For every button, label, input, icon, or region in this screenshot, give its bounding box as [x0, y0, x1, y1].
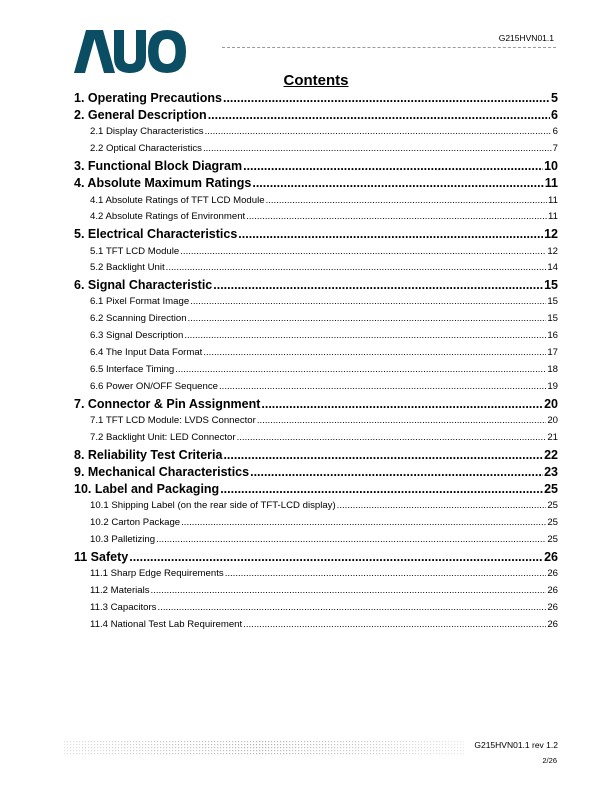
- toc-entry-page: 12: [544, 227, 558, 242]
- toc-leader-dots: [184, 328, 546, 345]
- toc-entry-label: 3. Functional Block Diagram: [74, 159, 243, 174]
- toc-section-entry[interactable]: [74, 600, 558, 617]
- toc-leader-dots: [243, 158, 543, 175]
- toc-entry-label: 11.3 Capacitors: [90, 601, 157, 613]
- toc-entry-page: 25: [547, 500, 558, 512]
- toc-entry-label: 6. Signal Characteristic: [74, 278, 213, 293]
- table-of-contents: [74, 90, 558, 634]
- toc-entry-page: 15: [547, 296, 558, 308]
- logo-letter-o: [148, 30, 186, 73]
- toc-section-entry[interactable]: [74, 260, 558, 277]
- toc-section-entry[interactable]: [74, 413, 558, 430]
- toc-entry-label: 7.2 Backlight Unit: LED Connector: [90, 431, 236, 443]
- toc-leader-dots: [261, 396, 543, 413]
- toc-leader-dots: [213, 277, 543, 294]
- toc-entry-page: 26: [547, 601, 558, 613]
- toc-chapter-entry[interactable]: [74, 90, 558, 107]
- auo-logo: [72, 30, 186, 73]
- toc-section-entry[interactable]: [74, 617, 558, 634]
- toc-entry-page: 14: [547, 262, 558, 274]
- toc-leader-dots: [156, 532, 546, 549]
- toc-leader-dots: [188, 311, 547, 328]
- toc-entry-page: 22: [544, 447, 558, 462]
- toc-entry-label: 10. Label and Packaging: [74, 482, 220, 497]
- toc-entry-label: 6.6 Power ON/OFF Sequence: [90, 380, 218, 392]
- toc-leader-dots: [252, 175, 543, 192]
- toc-chapter-entry[interactable]: [74, 175, 558, 192]
- toc-leader-dots: [205, 124, 552, 141]
- toc-entry-label: 2.1 Display Characteristics: [90, 126, 204, 138]
- toc-section-entry[interactable]: [74, 345, 558, 362]
- toc-chapter-entry[interactable]: [74, 396, 558, 413]
- toc-entry-page: 19: [547, 380, 558, 392]
- page-title: Contents: [283, 72, 349, 89]
- toc-section-entry[interactable]: [74, 498, 558, 515]
- toc-entry-page: 7: [552, 143, 558, 155]
- toc-chapter-entry[interactable]: [74, 226, 558, 243]
- toc-leader-dots: [237, 430, 547, 447]
- toc-section-entry[interactable]: [74, 430, 558, 447]
- toc-entry-page: 15: [547, 313, 558, 325]
- toc-entry-page: 15: [544, 278, 558, 293]
- header-divider: [222, 47, 556, 48]
- toc-leader-dots: [208, 107, 550, 124]
- logo-letter-u: [114, 30, 146, 73]
- toc-leader-dots: [250, 464, 543, 481]
- toc-leader-dots: [223, 447, 543, 464]
- toc-section-entry[interactable]: [74, 311, 558, 328]
- toc-chapter-entry[interactable]: [74, 464, 558, 481]
- toc-chapter-entry[interactable]: [74, 481, 558, 498]
- toc-entry-label: 6.2 Scanning Direction: [90, 313, 187, 325]
- toc-entry-label: 5. Electrical Characteristics: [74, 227, 238, 242]
- toc-leader-dots: [219, 379, 546, 396]
- toc-section-entry[interactable]: [74, 209, 558, 226]
- toc-entry-page: 6: [551, 108, 558, 123]
- toc-chapter-entry[interactable]: [74, 107, 558, 124]
- toc-leader-dots: [157, 600, 546, 617]
- toc-entry-page: 17: [547, 347, 558, 359]
- toc-leader-dots: [180, 244, 546, 261]
- toc-entry-label: 10.3 Palletizing: [90, 534, 156, 546]
- toc-section-entry[interactable]: [74, 362, 558, 379]
- toc-entry-page: 12: [547, 245, 558, 257]
- toc-entry-label: 11.1 Sharp Edge Requirements: [90, 568, 224, 580]
- toc-entry-page: 26: [547, 618, 558, 630]
- toc-entry-page: 26: [547, 568, 558, 580]
- toc-section-entry[interactable]: [74, 193, 558, 210]
- toc-entry-page: 20: [547, 415, 558, 426]
- toc-leader-dots: [129, 549, 543, 566]
- toc-section-entry[interactable]: [74, 124, 558, 141]
- toc-chapter-entry[interactable]: [74, 549, 558, 566]
- toc-entry-page: 25: [547, 517, 558, 529]
- footer-page-number: 2/26: [542, 756, 557, 765]
- logo-letter-a: [74, 30, 115, 73]
- toc-section-entry[interactable]: [74, 583, 558, 600]
- toc-entry-page: 11: [548, 211, 558, 223]
- toc-entry-label: 5.2 Backlight Unit: [90, 262, 165, 274]
- toc-entry-label: 10.1 Shipping Label (on the rear side of TFT-LCD display): [90, 500, 336, 512]
- toc-section-entry[interactable]: [74, 532, 558, 549]
- toc-entry-page: 5: [551, 91, 558, 105]
- toc-entry-label: 11.2 Materials: [90, 585, 150, 597]
- toc-entry-label: 4. Absolute Maximum Ratings: [74, 176, 252, 191]
- toc-entry-label: 6.5 Interface Timing: [90, 364, 175, 376]
- toc-leader-dots: [337, 498, 547, 515]
- toc-entry-label: 9. Mechanical Characteristics: [74, 464, 250, 479]
- toc-entry-label: 6.4 The Input Data Format: [90, 347, 203, 359]
- toc-leader-dots: [190, 294, 546, 311]
- toc-leader-dots: [243, 617, 546, 634]
- toc-entry-page: 26: [547, 585, 558, 597]
- toc-leader-dots: [181, 515, 546, 532]
- toc-leader-dots: [203, 345, 546, 362]
- toc-leader-dots: [175, 362, 546, 379]
- toc-entry-label: 1. Operating Precautions: [74, 91, 222, 105]
- toc-leader-dots: [223, 90, 550, 107]
- footer-dot-pattern: [64, 741, 464, 755]
- toc-entry-page: 6: [552, 126, 558, 138]
- toc-entry-label: 4.1 Absolute Ratings of TFT LCD Module: [90, 194, 265, 206]
- toc-leader-dots: [246, 209, 547, 226]
- toc-entry-page: 10: [544, 159, 558, 174]
- toc-section-entry[interactable]: [74, 566, 558, 583]
- toc-entry-page: 18: [547, 364, 558, 376]
- toc-chapter-entry[interactable]: [74, 447, 558, 464]
- toc-entry-label: 11.4 National Test Lab Requirement: [90, 618, 243, 630]
- toc-leader-dots: [166, 260, 547, 277]
- toc-leader-dots: [238, 226, 543, 243]
- toc-entry-label: 6.1 Pixel Format Image: [90, 296, 190, 308]
- footer-version: G215HVN01.1 rev 1.2: [474, 740, 558, 750]
- toc-entry-label: 7.1 TFT LCD Module: LVDS Connector: [90, 415, 256, 426]
- doc-id: G215HVN01.1: [498, 33, 554, 43]
- toc-section-entry[interactable]: [74, 244, 558, 261]
- toc-entry-page: 25: [547, 534, 558, 546]
- toc-section-entry[interactable]: [74, 141, 558, 158]
- toc-entry-page: 21: [547, 431, 558, 443]
- toc-leader-dots: [203, 141, 552, 158]
- toc-chapter-entry[interactable]: [74, 277, 558, 294]
- toc-entry-page: 20: [544, 396, 558, 411]
- toc-section-entry[interactable]: [74, 294, 558, 311]
- toc-section-entry[interactable]: [74, 515, 558, 532]
- toc-leader-dots: [257, 413, 546, 430]
- toc-entry-label: 7. Connector & Pin Assignment: [74, 396, 261, 411]
- toc-leader-dots: [151, 583, 547, 600]
- toc-section-entry[interactable]: [74, 379, 558, 396]
- toc-entry-page: 11: [548, 194, 558, 206]
- toc-entry-page: 11: [544, 176, 558, 191]
- toc-entry-label: 4.2 Absolute Ratings of Environment: [90, 211, 246, 223]
- toc-entry-page: 23: [544, 464, 558, 479]
- toc-chapter-entry[interactable]: [74, 158, 558, 175]
- toc-entry-label: 6.3 Signal Description: [90, 330, 184, 342]
- toc-leader-dots: [266, 193, 547, 210]
- toc-entry-label: 10.2 Carton Package: [90, 517, 181, 529]
- toc-entry-page: 26: [544, 550, 558, 565]
- toc-entry-label: 2.2 Optical Characteristics: [90, 143, 202, 155]
- toc-entry-label: 11 Safety: [74, 550, 129, 565]
- toc-section-entry[interactable]: [74, 328, 558, 345]
- toc-leader-dots: [220, 481, 543, 498]
- toc-entry-label: 2. General Description: [74, 108, 207, 123]
- toc-entry-page: 25: [544, 482, 558, 497]
- toc-entry-label: 8. Reliability Test Criteria: [74, 447, 223, 462]
- toc-leader-dots: [225, 566, 547, 583]
- toc-entry-page: 16: [547, 330, 558, 342]
- toc-entry-label: 5.1 TFT LCD Module: [90, 245, 180, 257]
